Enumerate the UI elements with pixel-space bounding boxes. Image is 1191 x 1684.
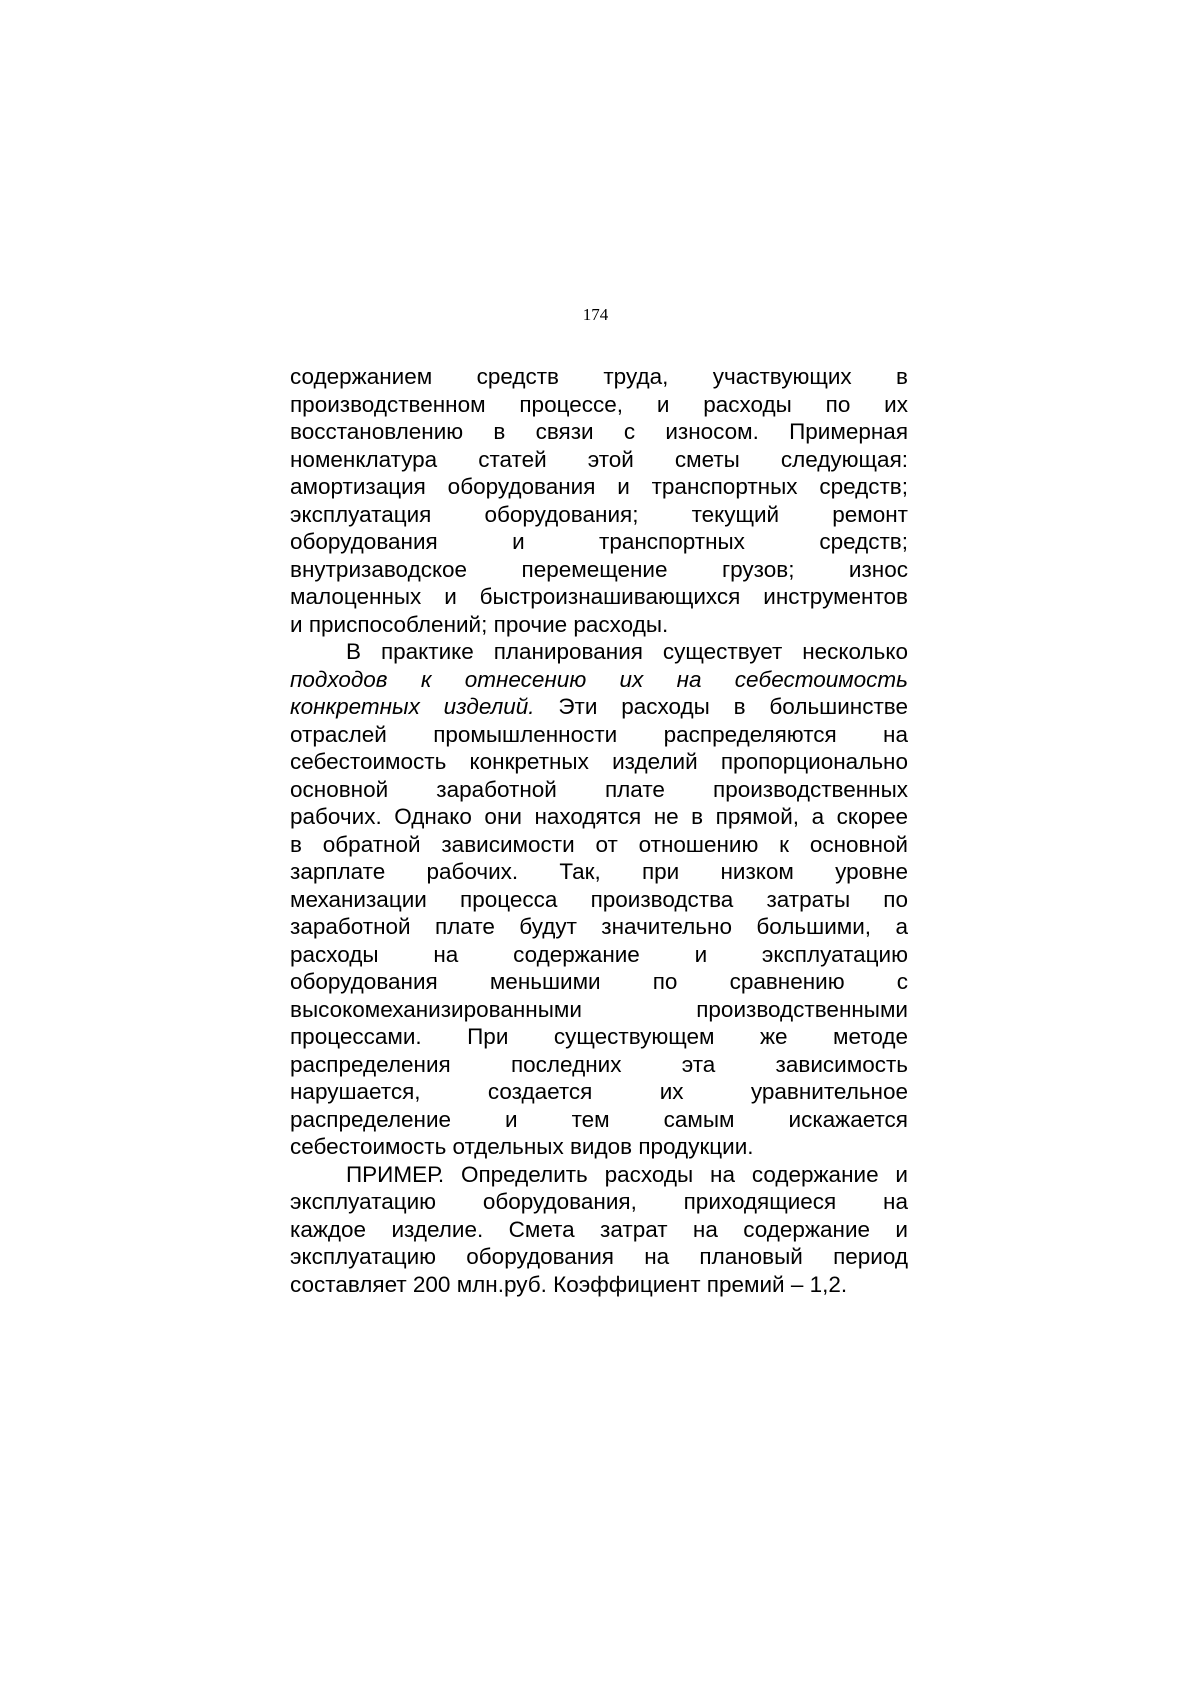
text-line: себестоимость отдельных видов продукции. bbox=[290, 1134, 754, 1159]
text-line: себестоимость конкретных изделий пропорционально bbox=[290, 749, 908, 774]
text-line: малоценных и быстроизнашивающихся инструментов bbox=[290, 584, 908, 609]
paragraph-allocation-approaches bbox=[290, 638, 908, 1161]
text-line: отраслей промышленности распределяются на bbox=[290, 721, 908, 747]
text-line: восстановлению в связи с износом. Примерная bbox=[290, 419, 908, 444]
text-line: В практике планирования существует несколько bbox=[346, 639, 908, 664]
text-line: высокомеханизированными производственными bbox=[290, 996, 908, 1022]
text-line: распределения последних эта зависимость bbox=[290, 1051, 908, 1077]
text-line: расходы на содержание и эксплуатацию bbox=[290, 941, 908, 967]
page-number: 174 bbox=[582, 305, 609, 324]
text-line: оборудования меньшими по сравнению с bbox=[290, 969, 908, 994]
text-line: амортизация оборудования и транспортных средств; bbox=[290, 474, 908, 499]
text-line: эксплуатация оборудования; текущий ремонт bbox=[290, 501, 908, 527]
text-line bbox=[290, 666, 908, 694]
text-line bbox=[290, 693, 908, 721]
text-fragment: Эти расходы в большинстве bbox=[534, 694, 908, 719]
text-line: производственном процессе, и расходы по их bbox=[290, 391, 908, 417]
text-line: основной заработной плате производственных bbox=[290, 776, 908, 802]
text-line: механизации процесса производства затраты по bbox=[290, 886, 908, 912]
text-line: номенклатура статей этой сметы следующая: bbox=[290, 446, 908, 472]
text-line: внутризаводское перемещение грузов; износ bbox=[290, 556, 908, 582]
text-line: процессами. При существующем же методе bbox=[290, 1024, 908, 1049]
italic-term: конкретных изделий. bbox=[290, 694, 535, 719]
text-line: заработной плате будут значительно большими, а bbox=[290, 914, 908, 939]
page-body-text bbox=[290, 363, 908, 1298]
text-line: каждое изделие. Смета затрат на содержание и bbox=[290, 1216, 908, 1242]
text-line: рабочих. Однако они находятся не в прямой, а скорее bbox=[290, 804, 908, 829]
text-line: эксплуатацию оборудования, приходящиеся на bbox=[290, 1189, 908, 1214]
italic-term: подходов к отнесению их на себестоимость bbox=[290, 666, 908, 692]
text-line: распределение и тем самым искажается bbox=[290, 1106, 908, 1132]
text-line: ПРИМЕР. Определить расходы на содержание и bbox=[346, 1161, 908, 1187]
paragraph-equipment-costs bbox=[290, 363, 908, 638]
text-line: оборудования и транспортных средств; bbox=[290, 529, 908, 554]
paragraph-example bbox=[290, 1161, 908, 1299]
text-line: в обратной зависимости от отношению к основной bbox=[290, 831, 908, 857]
text-line: составляет 200 млн.руб. Коэффициент премий – 1,2. bbox=[290, 1271, 848, 1297]
text-line: и приспособлений; прочие расходы. bbox=[290, 611, 669, 637]
text-line: зарплате рабочих. Так, при низком уровне bbox=[290, 859, 908, 884]
text-line: эксплуатацию оборудования на плановый период bbox=[290, 1244, 908, 1269]
text-line: содержанием средств труда, участвующих в bbox=[290, 364, 908, 389]
text-line: нарушается, создается их уравнительное bbox=[290, 1079, 908, 1104]
